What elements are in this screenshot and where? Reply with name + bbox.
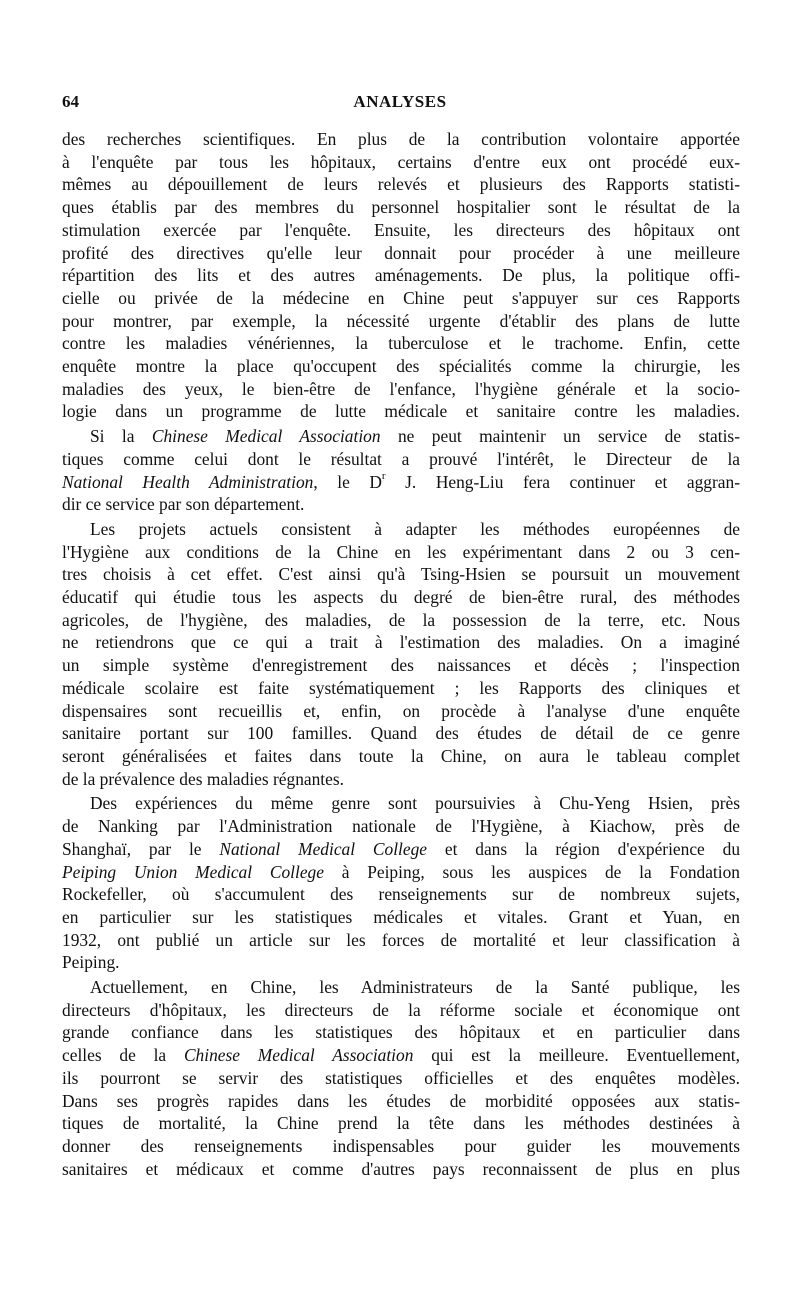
superscript: r [381, 469, 386, 482]
text-run: Si la [90, 426, 152, 447]
text-line: à l'enquête par tous les hôpitaux, certains d'entre eux ont procédé eux- [62, 151, 740, 172]
text-line [62, 1044, 740, 1067]
text-line: Les projets actuels consistent à adapter les méthodes européennes de [90, 518, 740, 539]
text-line: stimulation exercée par l'enquête. Ensuite, les directeurs des hôpitaux ont [62, 219, 740, 240]
text-line: des recherches scientifiques. En plus de la contribution volontaire apportée [62, 129, 740, 149]
text-line: agricoles, de l'hygiène, des maladies, de la possession de la terre, etc. Nous [62, 609, 740, 630]
text-line: en particulier sur les statistiques médicales et vitales. Grant et Yuan, en [62, 906, 740, 927]
text-line: dispensaires sont recueillis et, enfin, on procède à l'analyse d'une enquête [62, 700, 740, 721]
paragraph-2 [62, 425, 740, 516]
text-line: dir ce service par son département. [62, 494, 305, 515]
text-line: médicale scolaire est faite systématiquement ; les Rapports des cliniques et [62, 677, 740, 698]
italic-run: National Health Administration [62, 471, 314, 492]
text-run: J. Heng-Liu fera continuer et aggran- [385, 471, 740, 492]
text-line: grande confiance dans les statistiques des hôpitaux et en particulier dans [62, 1022, 740, 1043]
text-line: tiques comme celui dont le résultat a prouvé l'intérêt, le Directeur de la [62, 448, 740, 469]
text-line: un simple système d'enregistrement des naissances et décès ; l'inspection [62, 655, 740, 676]
text-line: logie dans un programme de lutte médicale et sanitaire contre les maladies. [62, 401, 740, 422]
italic-run: Chinese Medical Association [151, 426, 381, 447]
text-line [62, 471, 740, 494]
text-run: Shanghaï, par le [62, 838, 220, 859]
text-line: profité des directives qu'elle leur donnait pour procéder à une meilleure [62, 242, 740, 263]
text-line: 1932, ont publié un article sur les forces de mortalité et leur classification à [62, 929, 740, 950]
text-run: ne peut maintenir un service de statis- [380, 426, 740, 447]
text-line: donner des renseignements indispensables pour guider les mouvements [62, 1135, 740, 1156]
text-line: tres choisis à cet effet. C'est ainsi qu'à Tsing-Hsien se poursuit un mouvement [62, 564, 740, 585]
text-line: Des expériences du même genre sont poursuivies à Chu-Yeng Hsien, près [90, 793, 740, 814]
text-run: qui est la meilleure. Eventuellement, [413, 1045, 740, 1066]
text-line: Peiping. [62, 952, 120, 973]
section-title: ANALYSES [353, 92, 447, 111]
text-run: et dans la région d'expérience du [427, 838, 741, 859]
text-line: ils pourront se servir des statistiques officielles et des enquêtes modèles. [62, 1067, 740, 1088]
italic-run: Peiping Union Medical College [62, 861, 324, 882]
text-line: enquête montre la place qu'occupent des spécialités comme la chirurgie, les [62, 356, 740, 377]
text-line: maladies des yeux, le bien-être de l'enfance, l'hygiène générale et la socio- [62, 378, 740, 399]
text-line: de la prévalence des maladies régnantes. [62, 768, 344, 789]
text-line: l'Hygiène aux conditions de la Chine en les expérimentant dans 2 ou 3 cen- [62, 541, 740, 562]
text-line: seront généralisées et faites dans toute la Chine, on aura le tableau complet [62, 745, 740, 766]
text-line: contre les maladies vénériennes, la tuberculose et le trachome. Enfin, cette [62, 333, 740, 354]
text-line: sanitaires et médicaux et comme d'autres pays reconnaissent de plus en plus [62, 1158, 740, 1179]
text-line: directeurs d'hôpitaux, les directeurs de la réforme sociale et économique ont [62, 999, 740, 1020]
text-line [62, 838, 740, 861]
text-line: éducatif qui étudie tous les aspects du degré de bien-être rural, des méthodes [62, 587, 740, 608]
paragraph-3 [62, 518, 740, 790]
body-text [62, 128, 740, 1182]
page-number: 64 [62, 92, 79, 111]
italic-run: Chinese Medical Association [183, 1045, 414, 1066]
text-run: à Peiping, sous les auspices de la Fondation [323, 861, 740, 882]
running-head [62, 92, 738, 116]
italic-run: National Medical College [219, 838, 428, 859]
text-line [62, 425, 740, 448]
text-line: pour montrer, par exemple, la nécessité urgente d'établir des plans de lutte [62, 310, 740, 331]
text-line: cielle ou privée de la médecine en Chine peut s'appuyer sur ces Rapports [62, 287, 740, 308]
text-line: mêmes au dépouillement de leurs relevés et plusieurs des Rapports statisti- [62, 174, 740, 195]
text-line: ques établis par des membres du personnel hospitalier sont le résultat de la [62, 197, 740, 218]
text-line: sanitaire portant sur 100 familles. Quand des études de détail de ce genre [62, 723, 740, 744]
text-run: celles de la [62, 1045, 184, 1066]
text-line: de Nanking par l'Administration nationale de l'Hygiène, à Kiachow, près de [62, 816, 740, 837]
text-run: , le D [313, 471, 382, 492]
paragraph-1 [62, 128, 740, 423]
text-line: Dans ses progrès rapides dans les études de morbidité opposées aux statis- [62, 1090, 740, 1111]
text-line [62, 861, 740, 884]
text-line: tiques de mortalité, la Chine prend la tête dans les méthodes destinées à [62, 1113, 740, 1134]
paragraph-5 [62, 976, 740, 1180]
text-line: répartition des lits et des autres aménagements. De plus, la politique offi- [62, 265, 740, 286]
text-line: Actuellement, en Chine, les Administrateurs de la Santé publique, les [90, 977, 740, 998]
text-line: ne retiendrons que ce qui a trait à l'estimation des maladies. On a imaginé [62, 632, 740, 653]
text-line: Rockefeller, où s'accumulent des renseignements sur de nombreux sujets, [62, 884, 740, 905]
paragraph-4 [62, 792, 740, 974]
